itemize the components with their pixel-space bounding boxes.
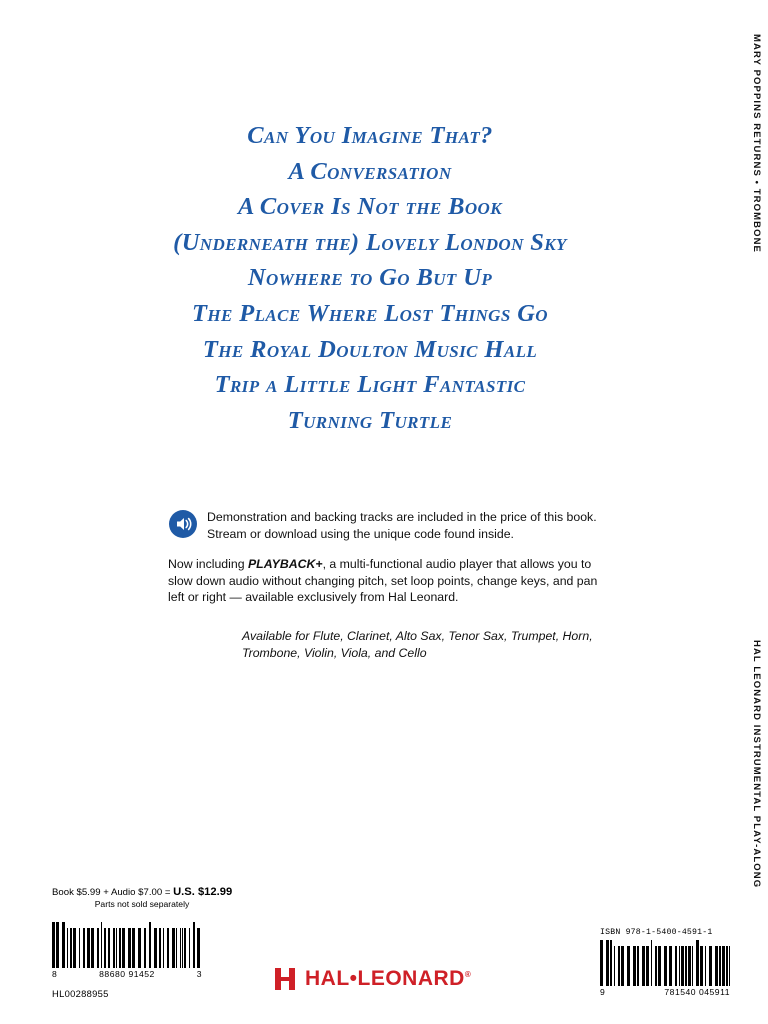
song-list-item: Trip a Little Light Fantastic [214, 371, 526, 399]
playback-paragraph [168, 556, 614, 606]
playback-prefix: Now including [168, 557, 248, 572]
audio-note-row [168, 508, 614, 542]
upc-barcode [52, 922, 202, 979]
catalog-number: HL00288955 [52, 988, 109, 999]
spine-title-bottom: HAL LEONARD INSTRUMENTAL PLAY-ALONG [751, 640, 762, 889]
song-list-item: A Conversation [288, 157, 452, 185]
hal-leonard-wordmark [305, 967, 471, 991]
ean-left-digit: 9 [600, 987, 606, 997]
playback-suffix: , a multi-functional audio player that allows you to slow down audio without changing pitch, set loop points, change keys, and pan left or right — available exclusively from Hal Leonard. [168, 557, 598, 605]
info-block [168, 508, 614, 661]
hal-leonard-logo [272, 966, 471, 992]
song-list [0, 118, 740, 438]
song-list-item: The Royal Doulton Music Hall [202, 335, 538, 363]
spine-title-top: MARY POPPINS RETURNS • TROMBONE [751, 34, 762, 253]
audio-note-text: Demonstration and backing tracks are included in the price of this book. Stream or download using the unique code found inside. [207, 510, 597, 541]
isbn-barcode-digits [600, 987, 730, 997]
price-total: U.S. $12.99 [173, 886, 233, 898]
upc-left-digit: 8 [52, 969, 58, 979]
song-list-item: The Place Where Lost Things Go [192, 299, 548, 327]
hal-leonard-mark-icon [272, 966, 298, 992]
registered-mark: ® [464, 970, 472, 979]
song-list-item: Turning Turtle [287, 406, 453, 434]
playback-brand: PLAYBACK+ [247, 557, 323, 572]
available-instruments-text: Available for Flute, Clarinet, Alto Sax, Tenor Sax, Trumpet, Horn, Trombone, Violin, Viola, and Cello [242, 628, 593, 660]
price-line [52, 886, 232, 899]
upc-main-digits: 88680 91452 [99, 969, 155, 979]
song-list-item: (Underneath the) Lovely London Sky [173, 228, 567, 256]
upc-barcode-bars [52, 922, 202, 968]
song-list-item: Nowhere to Go But Up [247, 264, 493, 292]
isbn-barcode-bars [600, 940, 730, 986]
isbn-text: ISBN 978-1-5400-4591-1 [600, 928, 713, 937]
isbn-barcode [600, 928, 730, 997]
upc-right-digit: 3 [196, 969, 202, 979]
price-prefix: Book $5.99 + Audio $7.00 = [52, 887, 174, 898]
hal-leonard-wordmark-text: HAL•LEONARD [305, 967, 465, 990]
upc-barcode-digits [52, 969, 202, 979]
song-list-item: A Cover Is Not the Book [238, 193, 502, 221]
price-block [52, 886, 232, 910]
speaker-icon [168, 509, 198, 539]
song-list-item: Can You Imagine That? [247, 122, 493, 149]
price-subnote: Parts not sold separately [94, 899, 190, 909]
ean-main-digits: 781540 045911 [664, 987, 730, 997]
